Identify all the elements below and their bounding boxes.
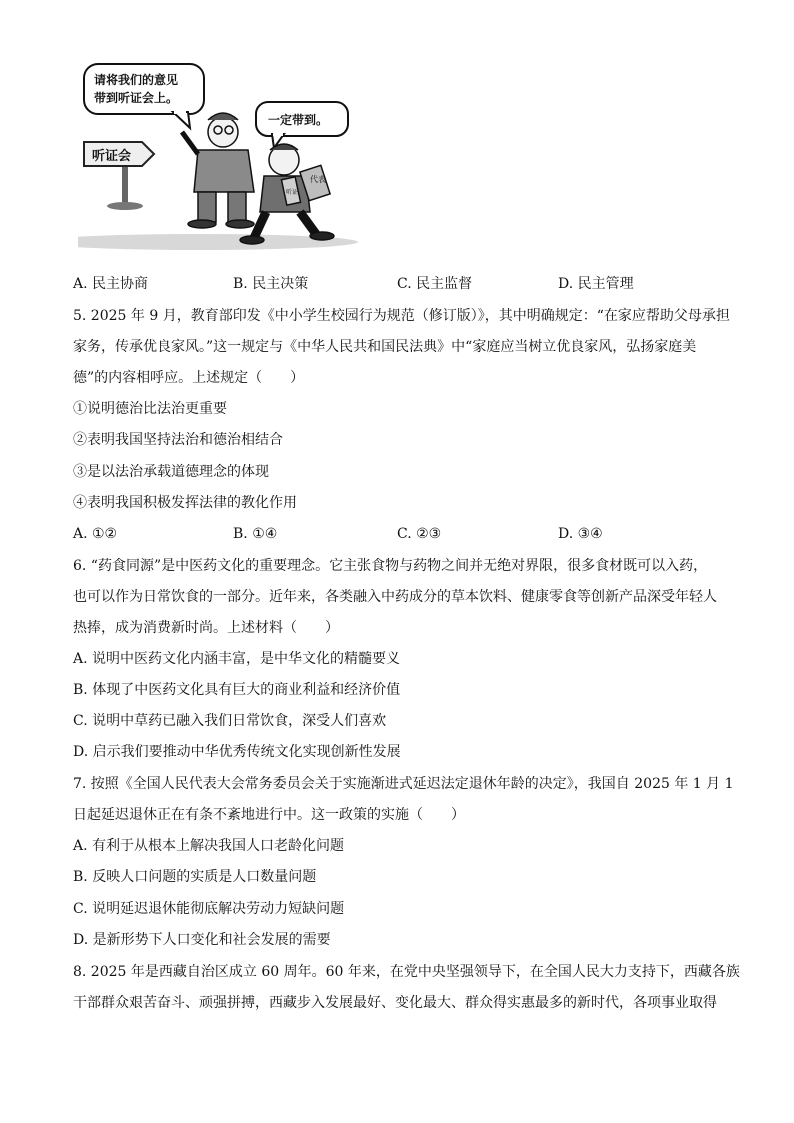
q5-option-a: A. ①②: [73, 526, 118, 542]
q5-statement-3: ③是以法治承载道德理念的体现: [73, 464, 269, 480]
q5-option-b: B. ①④: [233, 526, 278, 542]
book-label: 代表: [310, 175, 326, 184]
bubble-left-line2: 带到听证会上。: [94, 91, 179, 105]
q5-stem-line-3: 德”的内容相呼应。上述规定（ ）: [73, 370, 305, 386]
q4-option-a: A. 民主协商: [73, 276, 149, 292]
sign-label: 听证会: [92, 149, 132, 164]
hearing-cartoon-illustration: [78, 62, 364, 252]
q5-stem-line-2: 家务，传承优良家风。”这一规定与《中华人民共和国民法典》中“家庭应当树立优良家风，弘扬家庭美: [73, 339, 697, 355]
representative-figure: [240, 144, 334, 244]
q4-option-b: B. 民主决策: [233, 276, 309, 292]
q7-option-c: C. 说明延迟退休能彻底解决劳动力短缺问题: [73, 901, 345, 917]
q7-option-a: A. 有利于从根本上解决我国人口老龄化问题: [73, 838, 345, 854]
q5-option-d: D. ③④: [558, 526, 603, 542]
q7-stem-line-2: 日起延迟退休正在有条不紊地进行中。这一政策的实施（ ）: [73, 807, 465, 823]
q5-stem-line-1: 5. 2025 年 9 月，教育部印发《中小学生校园行为规范（修订版）》，其中明确规定：“在家应帮助父母承担: [73, 308, 730, 324]
q5-statement-2: ②表明我国坚持法治和德治相结合: [73, 432, 283, 448]
q4-option-d: D. 民主管理: [558, 276, 634, 292]
q6-option-c: C. 说明中草药已融入我们日常饮食，深受人们喜欢: [73, 713, 387, 729]
q4-option-c: C. 民主监督: [397, 276, 473, 292]
q5-statement-4: ④表明我国积极发挥法律的教化作用: [73, 495, 297, 511]
q8-stem-line-2: 干部群众艰苦奋斗、顽强拼搏，西藏步入发展最好、变化最大、群众得实惠最多的新时代，各项事业取得: [73, 995, 717, 1011]
signpost: [84, 142, 154, 210]
q6-option-a: A. 说明中医药文化内涵丰富，是中华文化的精髓要义: [73, 651, 401, 667]
q6-stem-line-2: 也可以作为日常饮食的一部分。近年来，各类融入中药成分的草本饮料、健康零食等创新产品深受年轻人: [73, 589, 717, 605]
citizen-figure: [182, 113, 254, 228]
q6-option-b: B. 体现了中医药文化具有巨大的商业利益和经济价值: [73, 682, 401, 698]
q8-stem-line-1: 8. 2025 年是西藏自治区成立 60 周年。60 年来，在党中央坚强领导下，在全国人民大力支持下，西藏各族: [73, 964, 740, 980]
book-label-2: 听证: [286, 189, 299, 196]
q6-stem-line-1: 6. “药食同源”是中医药文化的重要理念。它主张食物与药物之间并无绝对界限，很多食材既可以入药，: [73, 558, 708, 574]
q6-stem-line-3: 热捧，成为消费新时尚。上述材料（ ）: [73, 620, 339, 636]
q5-option-c: C. ②③: [397, 526, 442, 542]
q7-option-b: B. 反映人口问题的实质是人口数量问题: [73, 869, 317, 885]
q7-stem-line-1: 7. 按照《全国人民代表大会常务委员会关于实施渐进式延迟法定退休年龄的决定》，我国自 2025 年 1 月 1: [73, 776, 734, 792]
bubble-right-text: 一定带到。: [268, 113, 329, 127]
q6-option-d: D. 启示我们要推动中华优秀传统文化实现创新性发展: [73, 744, 401, 760]
bubble-left-line1: 请将我们的意见: [94, 73, 179, 87]
speech-bubble-right: [256, 102, 348, 148]
q5-statement-1: ①说明德治比法治更重要: [73, 401, 227, 417]
speech-bubble-left: [84, 64, 204, 128]
q7-option-d: D. 是新形势下人口变化和社会发展的需要: [73, 932, 331, 948]
